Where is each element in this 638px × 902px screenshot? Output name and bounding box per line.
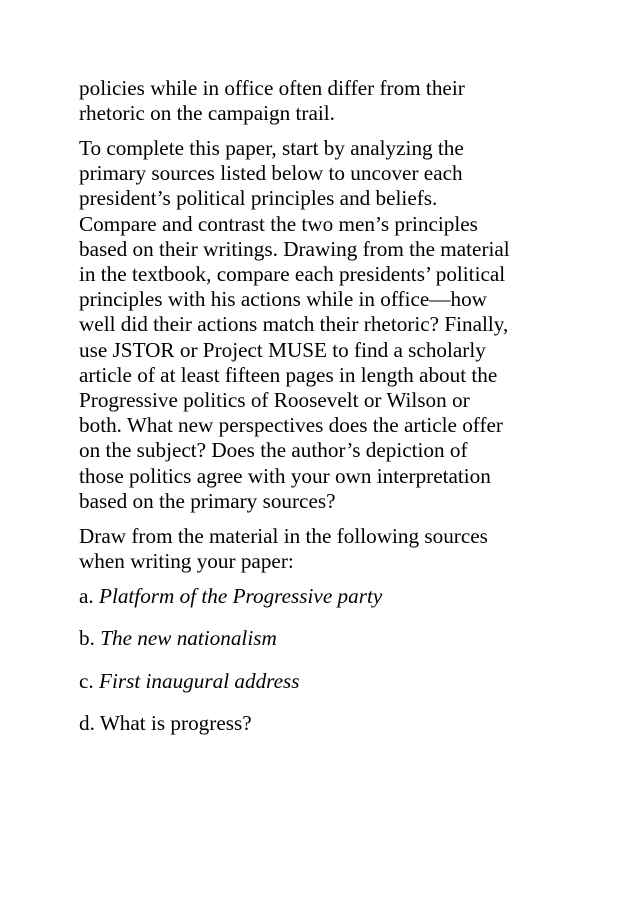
source-title: What is progress? [99, 711, 252, 736]
paragraph-instructions [79, 136, 579, 514]
source-marker: d. [79, 711, 100, 736]
source-marker: c. [79, 668, 99, 693]
text-line: both. What new perspectives does the article offer [79, 413, 503, 438]
text-line: article of at least fifteen pages in length about the [79, 362, 498, 387]
text-line: Draw from the material in the following sources [79, 523, 488, 548]
source-title: The new nationalism [100, 626, 277, 651]
text-line: To complete this paper, start by analyzing the [79, 136, 464, 160]
source-title: First inaugural address [99, 668, 300, 693]
text-line: president’s political principles and beliefs. [79, 186, 438, 211]
text-line: on the subject? Does the author’s depiction of [79, 438, 468, 463]
text-line: primary sources listed below to uncover each [79, 161, 463, 186]
text-line: in the textbook, compare each presidents’ political [79, 262, 506, 287]
text-line: rhetoric on the campaign trail. [79, 101, 335, 126]
source-item-d [79, 711, 579, 736]
source-item-b [79, 626, 579, 651]
source-marker: b. [79, 626, 101, 651]
source-title: Platform of the Progressive party [99, 583, 383, 608]
document-page [79, 76, 579, 736]
text-line: based on their writings. Drawing from the material [79, 236, 510, 261]
source-marker: a. [79, 583, 99, 608]
text-line: when writing your paper: [79, 548, 294, 573]
source-item-a [79, 584, 579, 609]
text-line: Compare and contrast the two men’s principles [79, 211, 478, 236]
text-line: principles with his actions while in office—how [79, 287, 487, 312]
paragraph-intro-continuation [79, 76, 579, 126]
paragraph-sources-intro [79, 524, 579, 574]
text-line: well did their actions match their rhetoric? Finally, [79, 312, 509, 337]
text-line: those politics agree with your own interpretation [79, 463, 491, 488]
text-line: use JSTOR or Project MUSE to find a scholarly [79, 337, 486, 362]
source-item-c [79, 669, 579, 694]
text-line: based on the primary sources? [79, 488, 336, 513]
text-line: policies while in office often differ from their [79, 76, 465, 100]
text-line: Progressive politics of Roosevelt or Wilson or [79, 388, 470, 413]
